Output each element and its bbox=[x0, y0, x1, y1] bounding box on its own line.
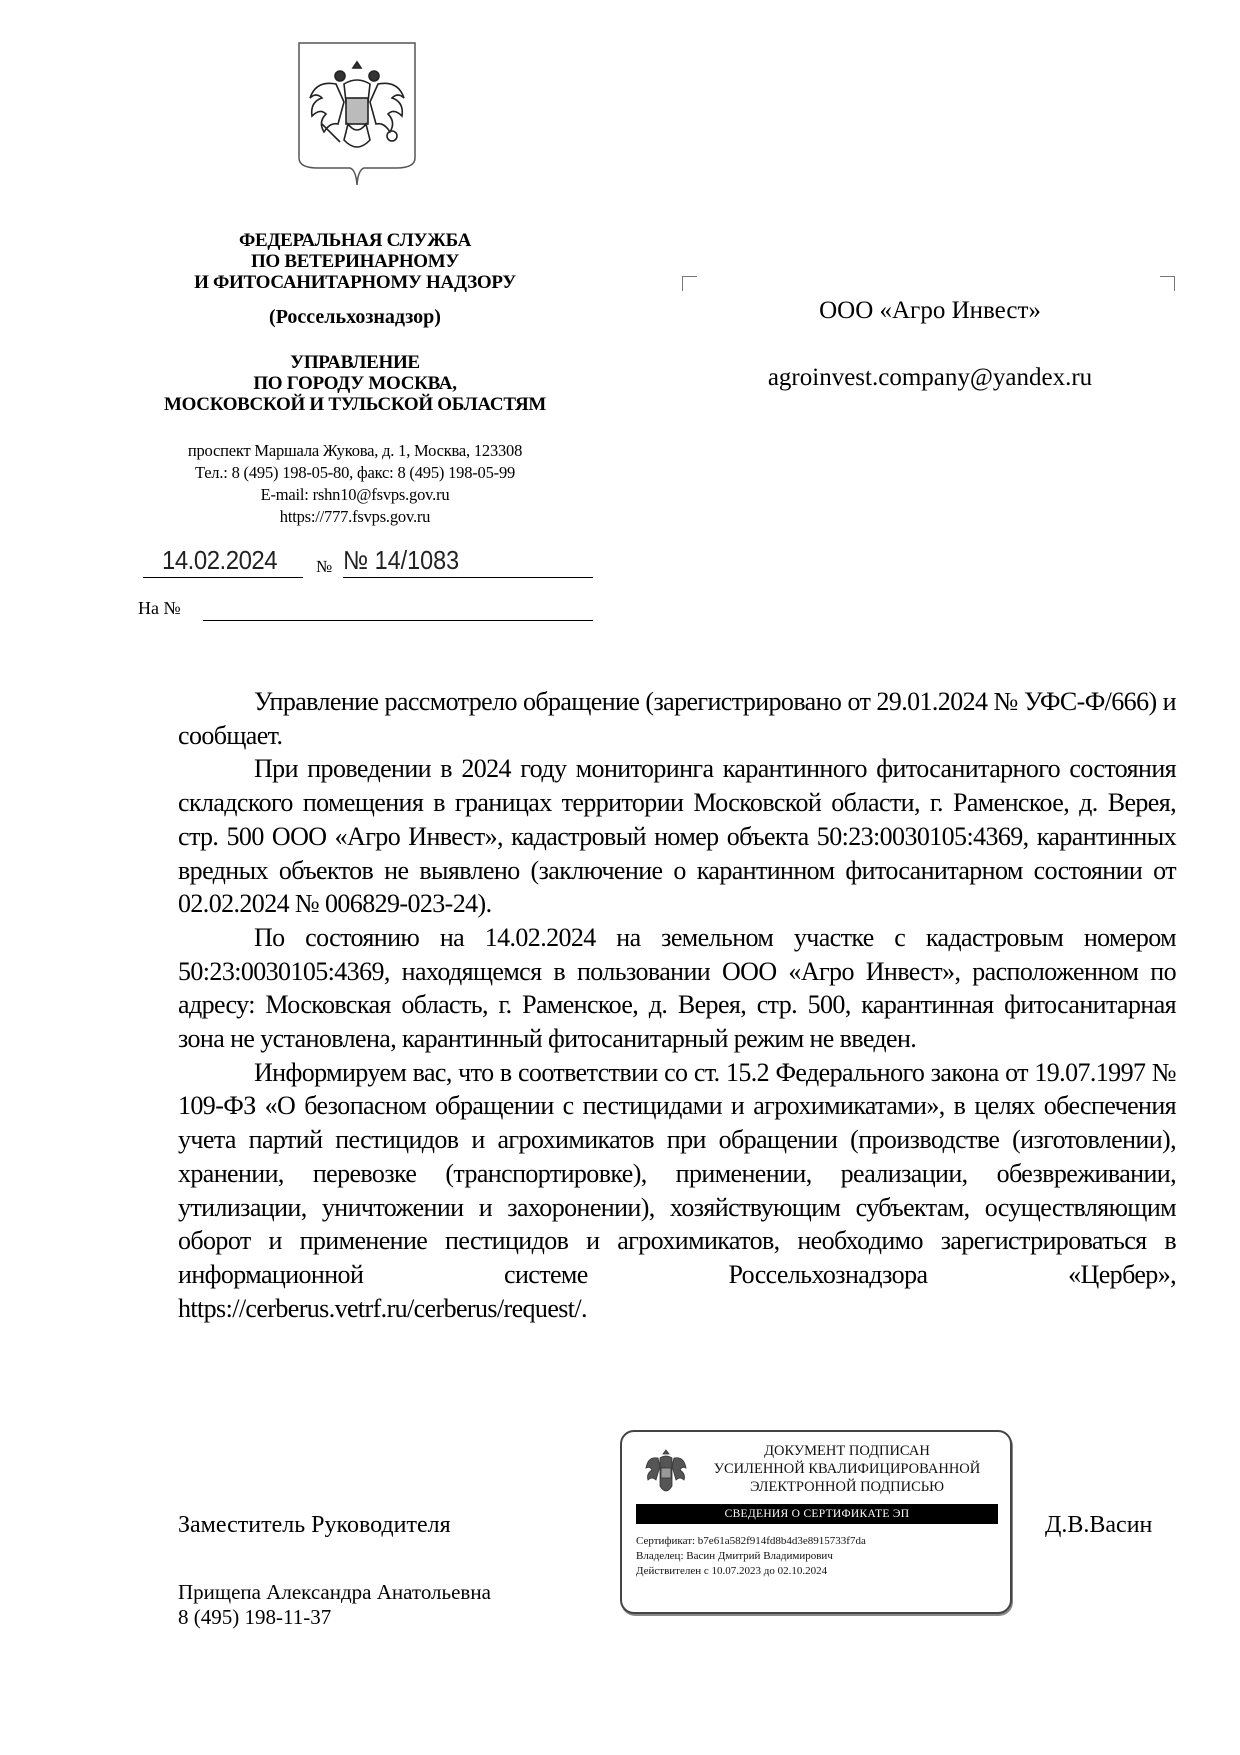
org-title-line: И ФИТОСАНИТАРНОМУ НАДЗОРУ bbox=[194, 272, 516, 293]
dept-title-line: МОСКОВСКОЙ И ТУЛЬСКОЙ ОБЛАСТЯМ bbox=[163, 394, 547, 415]
contact-info bbox=[120, 440, 590, 528]
certificate-id: Сертификат: b7e61a582f914fd8b4d3e8915733f7da bbox=[636, 1535, 866, 1547]
registration-line bbox=[138, 545, 598, 581]
date-underline bbox=[143, 577, 303, 578]
letter-body bbox=[178, 685, 1176, 1325]
reference-label: На № bbox=[138, 598, 181, 618]
certificate-info-header: СВЕДЕНИЯ О СЕРТИФИКАТЕ ЭП bbox=[636, 1504, 998, 1524]
recipient-name: ООО «Агро Инвест» bbox=[819, 297, 1041, 324]
coat-of-arms-icon bbox=[644, 1446, 688, 1502]
website: https://777.fsvps.gov.ru bbox=[279, 507, 431, 526]
dept-title-line: УПРАВЛЕНИЕ bbox=[290, 352, 420, 373]
signer-name: Д.В.Васин bbox=[1045, 1512, 1153, 1538]
email: E-mail: rshn10@fsvps.gov.ru bbox=[260, 485, 450, 504]
executor-name: Прищепа Александра Анатольевна bbox=[178, 1580, 491, 1604]
phone-fax: Тел.: 8 (495) 198-05-80, факс: 8 (495) 198-05-99 bbox=[194, 463, 516, 482]
executor-phone: 8 (495) 198-11-37 bbox=[178, 1605, 332, 1629]
certificate-validity: Действителен с 10.07.2023 до 02.10.2024 bbox=[636, 1565, 828, 1577]
address-corner-mark bbox=[682, 276, 697, 291]
stamp-title-line: ДОКУМЕНТ ПОДПИСАН bbox=[764, 1443, 930, 1459]
body-paragraph: Информируем вас, что в соответствии со ст. 15.2 Федерального закона от 19.07.1997 № 109-ФЗ «О безопасном обращении с пестицидами и агрохимикатами», в целях обеспечения учета партий пестицидов и агрохимикатов при обращении (производстве (изготовлении), хранении, перевозке (транспортировке), применении, реализации, обезвреживании, утилизации, уничтожении и захоронении), хозяйствующим субъектам, осуществляющим оборот и применение пестицидов и агрохимикатов, необходимо зарегистрироваться в информационной системе Россельхознадзора «Цербер», https://cerberus.vetrf.ru/cerberus/request/. bbox=[178, 1057, 1176, 1323]
organization-title bbox=[120, 230, 590, 293]
body-paragraph: Управление рассмотрело обращение (зарегистрировано от 29.01.2024 № УФС-Ф/666) и сообщает. bbox=[178, 687, 1176, 750]
body-paragraph: По состоянию на 14.02.2024 на земельном участке с кадастровым номером 50:23:0030105:4369, находящемся в пользовании ООО «Агро Инвест», расположенном по адресу: Московская область, г. Раменское, д. Верея, стр. 500, карантинная фитосанитарная зона не установлена, карантинный фитосанитарный режим не введен. bbox=[178, 922, 1176, 1054]
reference-underline bbox=[203, 620, 593, 621]
org-title-line: ФЕДЕРАЛЬНАЯ СЛУЖБА bbox=[238, 230, 472, 251]
body-paragraph: При проведении в 2024 году мониторинга карантинного фитосанитарного состояния складского помещения в границах территории Московской области, г. Раменское, д. Верея, стр. 500 ООО «Агро Инвест», кадастровый номер объекта 50:23:0030105:4369, карантинных вредных объектов не выявлено (заключение о карантинном фитосанитарном состоянии от 02.02.2024 № 006829-023-24). bbox=[178, 754, 1176, 919]
certificate-details bbox=[636, 1534, 866, 1579]
electronic-signature-stamp bbox=[620, 1430, 1012, 1614]
coat-of-arms-icon bbox=[296, 40, 418, 188]
org-title-line: ПО ВЕТЕРИНАРНОМУ bbox=[250, 251, 460, 272]
recipient-email: agroinvest.company@yandex.ru bbox=[767, 364, 1093, 391]
executor-info bbox=[178, 1580, 491, 1630]
registration-date: 14.02.2024 bbox=[162, 545, 278, 575]
address: проспект Маршала Жукова, д. 1, Москва, 123308 bbox=[187, 441, 523, 460]
number-underline bbox=[343, 577, 593, 578]
signer-position: Заместитель Руководителя bbox=[178, 1512, 451, 1538]
stamp-title bbox=[692, 1442, 1002, 1496]
certificate-owner: Владелец: Васин Дмитрий Владимирович bbox=[636, 1550, 833, 1562]
registration-number: № 14/1083 bbox=[343, 545, 460, 575]
reference-line bbox=[138, 598, 598, 626]
registration-number-label: № bbox=[316, 557, 333, 576]
stamp-title-line: УСИЛЕННОЙ КВАЛИФИЦИРОВАННОЙ bbox=[713, 1461, 981, 1477]
stamp-title-line: ЭЛЕКТРОННОЙ ПОДПИСЬЮ bbox=[749, 1479, 945, 1495]
department-title bbox=[120, 352, 590, 415]
address-corner-mark bbox=[1160, 276, 1175, 291]
dept-title-line: ПО ГОРОДУ МОСКВА, bbox=[253, 373, 457, 394]
organization-short-name: (Россельхознадзор) bbox=[269, 306, 441, 328]
